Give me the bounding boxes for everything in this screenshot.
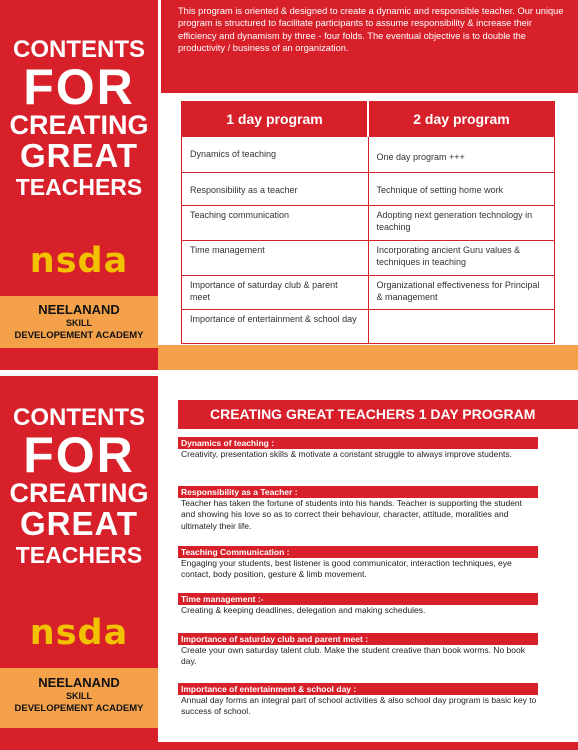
table-cell (368, 310, 555, 344)
table-cell: Importance of saturday club & parent meet (182, 276, 369, 310)
table-cell: Importance of entertainment & school day (182, 310, 369, 344)
table-cell: Technique of setting home work (368, 173, 555, 206)
overview-card (0, 0, 578, 370)
academy-line: SKILL (66, 318, 92, 329)
topic-title: Time management :- (178, 593, 538, 605)
title-line: CONTENTS (13, 404, 145, 431)
topic-block (178, 683, 538, 718)
table-row (182, 310, 555, 344)
topic-title: Responsibility as a Teacher : (178, 486, 538, 498)
title-line: CONTENTS (13, 36, 145, 63)
title-line: GREAT (19, 137, 139, 174)
footer-strip (0, 348, 158, 370)
table-cell: Organizational effectiveness for Principal & management (368, 276, 555, 310)
program-table (181, 101, 555, 344)
academy-line: NEELANAND (38, 302, 120, 317)
topic-block (178, 593, 538, 616)
topic-body: Creating & keeping deadlines, delegation and making schedules. (181, 605, 426, 615)
title-line: TEACHERS (15, 542, 143, 568)
topic-body: Create your own saturday talent club. Make the student creative than book worms. No book day. (181, 645, 525, 667)
academy-line: SKILL (66, 691, 92, 702)
table-cell: Adopting next generation technology in teaching (368, 206, 555, 241)
table-cell: Incorporating ancient Guru values & techniques in teaching (368, 241, 555, 276)
column-header: 2 day program (368, 102, 555, 137)
table-row (182, 173, 555, 206)
title-line: CREATING (9, 110, 149, 140)
academy-line: NEELANAND (38, 675, 120, 690)
table-row (182, 276, 555, 310)
table-cell: Responsibility as a teacher (182, 173, 369, 206)
orange-footer-bar (158, 345, 578, 370)
academy-name (0, 675, 158, 714)
topic-title: Dynamics of teaching : (178, 437, 538, 449)
table-row (182, 206, 555, 241)
topic-title: Importance of entertainment & school day : (178, 683, 538, 695)
topic-body: Teacher has taken the fortune of students into his hands. Teacher is supporting the student and showing his love so as to correct their behaviour, character, attitude, moralities and ultimately their life. (181, 498, 523, 531)
topic-body: Annual day forms an integral part of school activities & also school day program is basic key to success of school. (181, 695, 537, 717)
section-heading: CREATING GREAT TEACHERS 1 DAY PROGRAM (178, 400, 578, 429)
one-day-card (0, 376, 578, 750)
red-footer-bar (158, 742, 578, 750)
academy-panel (0, 668, 158, 728)
brand-column (0, 376, 158, 750)
nsda-logo: nsda (29, 613, 129, 653)
topic-title: Teaching Communication : (178, 546, 538, 558)
table-cell: Time management (182, 241, 369, 276)
table-cell: One day program +++ (368, 137, 555, 173)
table-row (182, 137, 555, 173)
academy-line: DEVELOPEMENT ACADEMY (14, 702, 144, 714)
title-line: TEACHERS (15, 174, 143, 200)
topic-body: Engaging your students, best listener is good communicator, interaction techniques, eye contact, body position, gesture & limb movement. (181, 558, 512, 580)
title-line: CREATING (9, 478, 149, 508)
topic-block (178, 546, 538, 581)
brand-panel (0, 0, 158, 296)
academy-name (0, 302, 158, 341)
table-header-row (182, 102, 555, 137)
academy-line: DEVELOPEMENT ACADEMY (14, 329, 144, 341)
topic-block (178, 486, 538, 532)
table-row (182, 241, 555, 276)
brand-panel (0, 376, 158, 668)
table-cell: Dynamics of teaching (182, 137, 369, 173)
topic-block (178, 633, 538, 668)
table-cell: Teaching communication (182, 206, 369, 241)
intro-text: This program is oriented & designed to create a dynamic and responsible teacher. Our unique program is structured to facilitate participants to assume responsibility & increase their efficiency and dynamism by three - four folds. The eventual objective is to double the productivity / business of an organization. (158, 0, 578, 93)
title-line: FOR (23, 427, 135, 483)
academy-panel (0, 296, 158, 348)
footer-strip (0, 728, 158, 750)
brand-column (0, 0, 158, 370)
title-line: GREAT (19, 505, 139, 542)
topic-body: Creativity, presentation skills & motivate a constant struggle to always improve students. (181, 449, 513, 459)
topic-block (178, 437, 538, 460)
nsda-logo: nsda (29, 241, 129, 281)
column-header: 1 day program (182, 102, 369, 137)
title-line: FOR (23, 59, 135, 115)
topic-title: Importance of saturday club and parent meet : (178, 633, 538, 645)
